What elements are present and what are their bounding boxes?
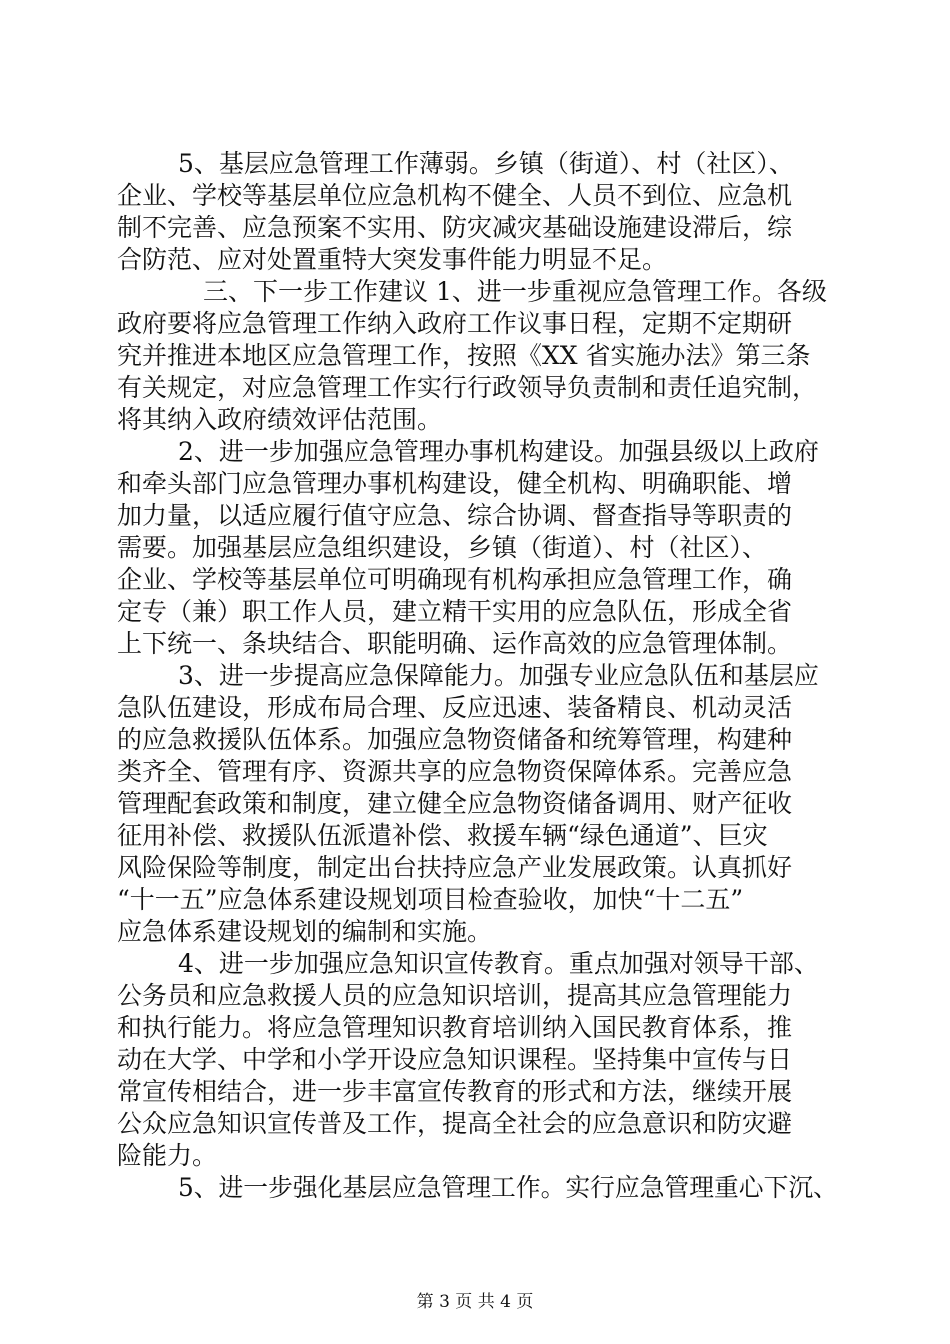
text-line: 2、进一步加强应急管理办事机构建设。加强县级以上政府 bbox=[178, 437, 819, 466]
text-line: 制不完善、应急预案不实用、防灾减灾基础设施建设滞后，综 bbox=[117, 213, 793, 242]
text-line: 将其纳入政府绩效评估范围。 bbox=[117, 405, 443, 434]
text-line: 合防范、应对处置重特大突发事件能力明显不足。 bbox=[117, 245, 668, 274]
text-line: 企业、学校等基层单位可明确现有机构承担应急管理工作，确 bbox=[117, 565, 793, 594]
text-line: 公众应急知识宣传普及工作，提高全社会的应急意识和防灾避 bbox=[117, 1109, 793, 1138]
page-number-footer: 第 3 页 共 4 页 bbox=[416, 1292, 534, 1312]
text-line: 三、下一步工作建议 1、进一步重视应急管理工作。各级 bbox=[203, 277, 827, 306]
text-line: 风险保险等制度，制定出台扶持应急产业发展政策。认真抓好 bbox=[117, 853, 793, 882]
text-line: 和执行能力。将应急管理知识教育培训纳入国民教育体系，推 bbox=[117, 1013, 793, 1042]
text-line: 和牵头部门应急管理办事机构建设，健全机构、明确职能、增 bbox=[117, 469, 793, 498]
text-line: 需要。加强基层应急组织建设，乡镇（街道）、村（社区）、 bbox=[117, 533, 768, 562]
text-line: 险能力。 bbox=[117, 1141, 218, 1170]
text-line: 类齐全、管理有序、资源共享的应急物资保障体系。完善应急 bbox=[117, 757, 793, 786]
text-line: 定专（兼）职工作人员，建立精干实用的应急队伍，形成全省 bbox=[117, 597, 793, 626]
text-line: 动在大学、中学和小学开设应急知识课程。坚持集中宣传与日 bbox=[117, 1045, 793, 1074]
text-line: 有关规定，对应急管理工作实行行政领导负责制和责任追究制， bbox=[117, 373, 818, 402]
text-line: 常宣传相结合，进一步丰富宣传教育的形式和方法，继续开展 bbox=[117, 1077, 793, 1106]
text-line: 征用补偿、救援队伍派遣补偿、救援车辆“绿色通道”、巨灾 bbox=[117, 821, 768, 850]
text-line: 应急体系建设规划的编制和实施。 bbox=[117, 917, 493, 946]
text-line: 急队伍建设，形成布局合理、反应迅速、装备精良、机动灵活 bbox=[117, 693, 793, 722]
text-line: 5、基层应急管理工作薄弱。乡镇（街道）、村（社区）、 bbox=[178, 149, 794, 178]
text-line: 上下统一、条块结合、职能明确、运作高效的应急管理体制。 bbox=[117, 629, 793, 658]
text-line: 加力量，以适应履行值守应急、综合协调、督查指导等职责的 bbox=[117, 501, 793, 530]
text-line: 4、进一步加强应急知识宣传教育。重点加强对领导干部、 bbox=[178, 949, 819, 978]
text-line: 究并推进本地区应急管理工作，按照《XX 省实施办法》第三条 bbox=[117, 341, 811, 370]
text-line: 5、进一步强化基层应急管理工作。实行应急管理重心下沉、 bbox=[178, 1173, 838, 1202]
text-line: 公务员和应急救援人员的应急知识培训，提高其应急管理能力 bbox=[117, 981, 793, 1010]
text-line: 政府要将应急管理工作纳入政府工作议事日程，定期不定期研 bbox=[117, 309, 793, 338]
text-line: “十一五”应急体系建设规划项目检查验收，加快“十二五” bbox=[117, 885, 744, 914]
text-line: 企业、学校等基层单位应急机构不健全、人员不到位、应急机 bbox=[117, 181, 793, 210]
text-line: 3、进一步提高应急保障能力。加强专业应急队伍和基层应 bbox=[178, 661, 819, 690]
text-line: 的应急救援队伍体系。加强应急物资储备和统筹管理，构建种 bbox=[117, 725, 793, 754]
text-line: 管理配套政策和制度，建立健全应急物资储备调用、财产征收 bbox=[117, 789, 793, 818]
